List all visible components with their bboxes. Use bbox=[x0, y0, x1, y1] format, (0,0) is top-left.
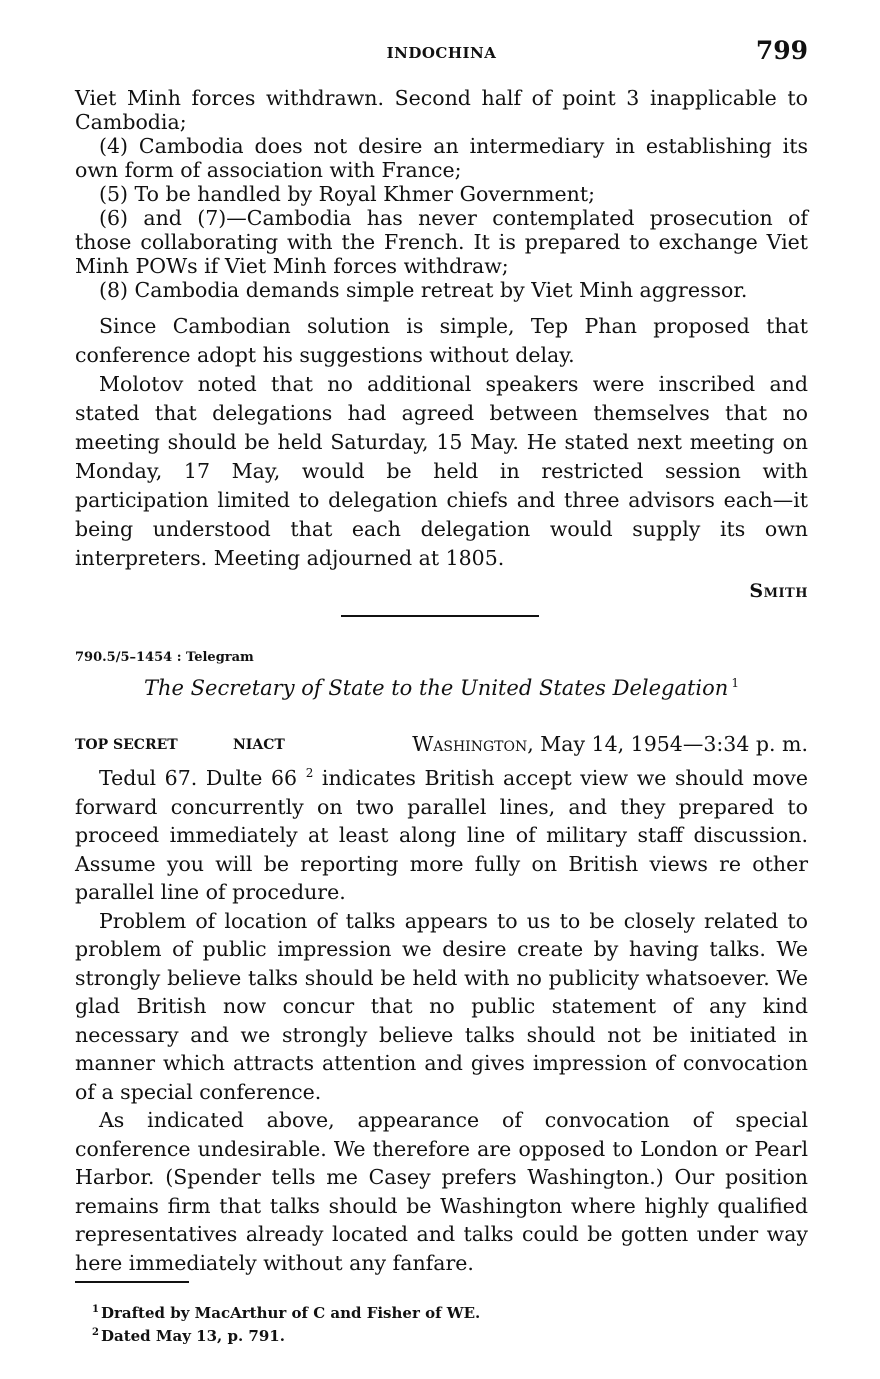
date-time: , May 14, 1954—3:34 p. m. bbox=[527, 732, 808, 756]
running-head bbox=[75, 36, 808, 68]
paragraph-location: Problem of location of talks appears to us to be closely related to problem of public impression we desire create by having talks. We strongly believe talks should be held with no publicity whatsoever. We glad British now concur that no public statement of any kind necessary and we strongly believe talks should not be initiated in manner which attracts attention and gives impression of convocation of a special conference. bbox=[75, 908, 808, 1104]
list-item-4: (4) Cambodia does not desire an intermediary in establishing its own form of association with France; bbox=[75, 134, 808, 182]
footnote-1 bbox=[92, 1300, 480, 1323]
classification-line bbox=[75, 732, 808, 758]
footnote-mark: 2 bbox=[92, 1327, 99, 1338]
footnote-text: Drafted by MacArthur of C and Fisher of WE. bbox=[100, 1304, 481, 1322]
footnotes bbox=[92, 1300, 480, 1346]
footnote-mark: 2 bbox=[305, 766, 314, 781]
footnote-divider bbox=[75, 1281, 189, 1283]
tedul-start: Tedul 67. Dulte 66 bbox=[99, 766, 298, 790]
page-number: 799 bbox=[755, 36, 808, 65]
classification: TOP SECRET bbox=[75, 737, 178, 753]
telegram-body bbox=[75, 764, 808, 1277]
precedence: NIACT bbox=[233, 737, 285, 753]
list-line: Viet Minh forces withdrawn. Second half of point 3 inapplicable to Cambodia; bbox=[75, 86, 808, 134]
file-reference: 790.5/5–1454 : Telegram bbox=[75, 650, 254, 665]
list-item-6-7: (6) and (7)—Cambodia has never contemplated prosecution of those collaborating with the French. It is prepared to exchange Viet Minh POWs if Viet Minh forces withdraw; bbox=[75, 206, 808, 278]
signature: Smith bbox=[749, 580, 808, 602]
list-item-8: (8) Cambodia demands simple retreat by Viet Minh aggressor. bbox=[99, 278, 748, 302]
footnote-mark: 1 bbox=[731, 676, 739, 690]
document-title bbox=[75, 676, 808, 700]
continued-text bbox=[75, 86, 808, 603]
footnote-text: Dated May 13, p. 791. bbox=[100, 1327, 285, 1345]
dateline bbox=[412, 732, 808, 756]
paragraph-cambodian-solution: Since Cambodian solution is simple, Tep Phan proposed that conference adopt his suggestions without delay. bbox=[75, 314, 808, 367]
paragraph-molotov: Molotov noted that no additional speakers were inscribed and stated that delegations had agreed between themselves that no meeting should be held Saturday, 15 May. He stated next meeting on Monday, 17 May, would be held in restricted session with participation limited to delegation chiefs and three advisors each—it being understood that each delegation would supply its own interpreters. Meeting adjourned at 1805. bbox=[75, 372, 808, 570]
list-item-5: (5) To be handled by Royal Khmer Government; bbox=[99, 182, 595, 206]
section-divider bbox=[341, 615, 539, 617]
footnote-2 bbox=[92, 1323, 480, 1346]
paragraph-convocation: As indicated above, appearance of convocation of special conference undesirable. We therefore are opposed to London or Pearl Harbor. (Spender tells me Casey prefers Washington.) Our position remains firm that talks should be Washington where highly qualified representatives already located and talks could be gotten under way here immediately without any fanfare. bbox=[75, 1108, 808, 1275]
footnote-mark: 1 bbox=[92, 1304, 99, 1315]
document-title-text: The Secretary of State to the United States Delegation bbox=[144, 676, 729, 700]
place: Washington bbox=[412, 732, 528, 756]
paragraph-tedul bbox=[75, 764, 808, 907]
tedul-rest: indicates British accept view we should move forward concurrently on two parallel lines, and they prepared to proceed immediately at least along line of military staff discussion. Assume you will be reporting more fully on British views re other parallel line of procedure. bbox=[75, 766, 808, 904]
running-title: INDOCHINA bbox=[386, 44, 497, 62]
